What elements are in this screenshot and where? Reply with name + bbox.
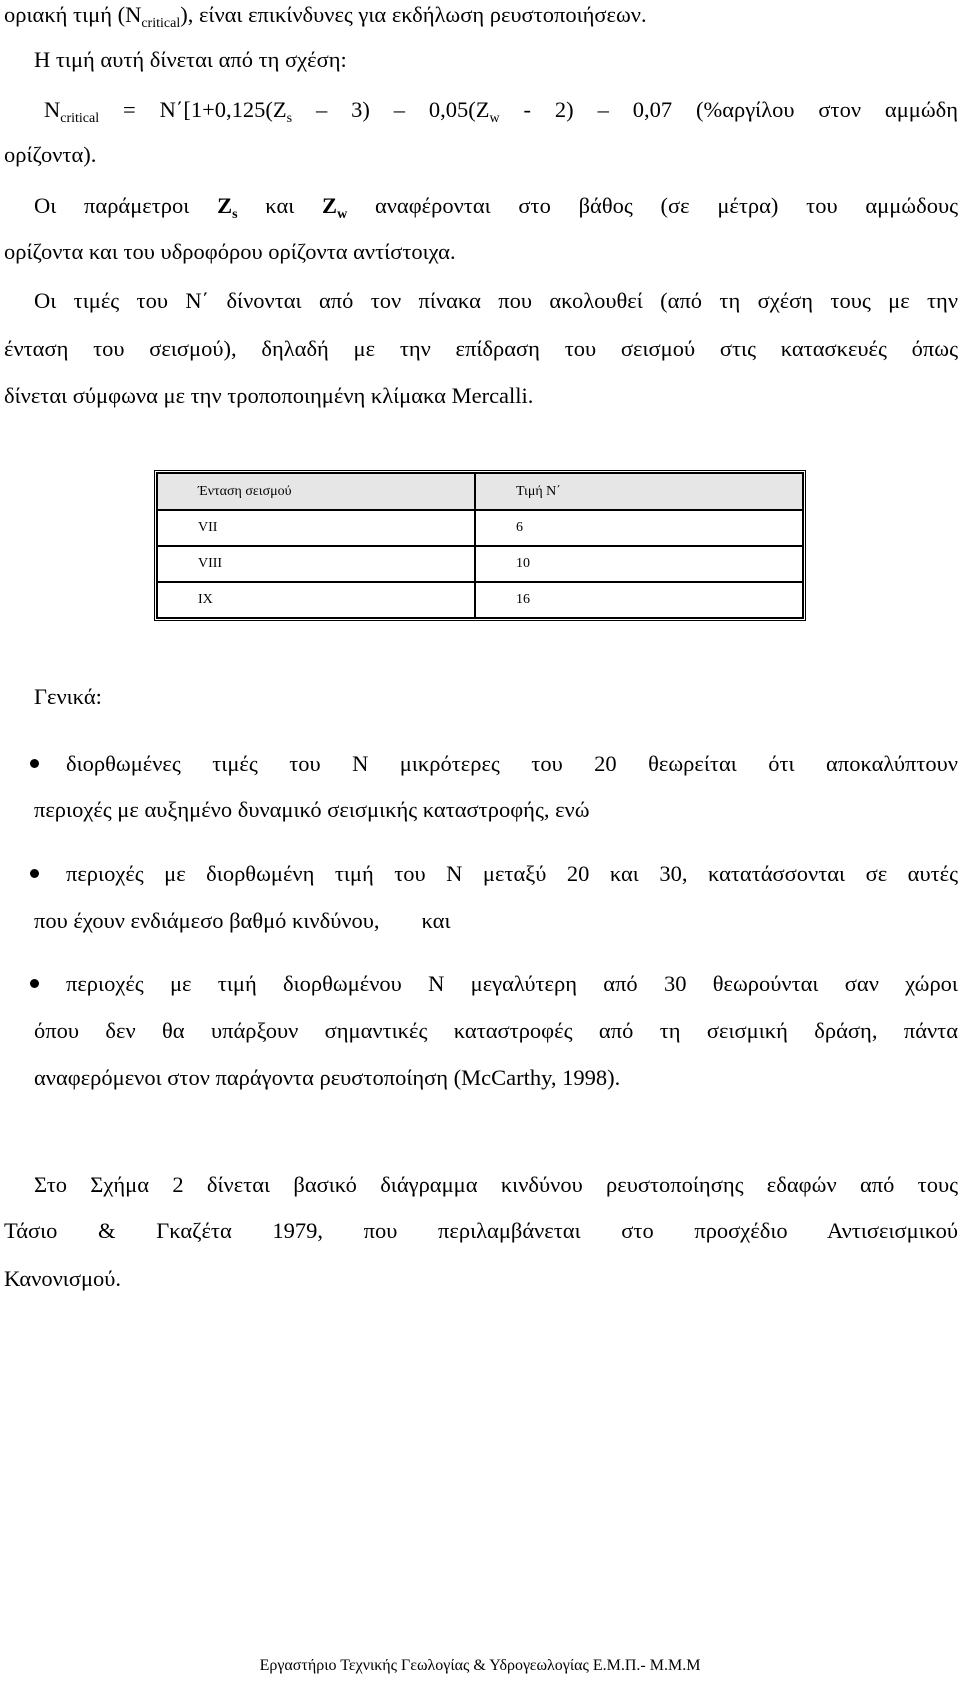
para1-line4: ορίζοντα). bbox=[4, 142, 97, 167]
table-header-intensity: Ένταση σεισμού bbox=[157, 473, 475, 510]
bullet3-line2: όπου δεν θα υπάρξουν σημαντικές καταστροφές από τη σεισμική δράση, πάντα bbox=[34, 1018, 958, 1043]
para1-line2: Η τιμή αυτή δίνεται από τη σχέση: bbox=[34, 47, 347, 72]
para3-line3: δίνεται σύμφωνα με την τροποποιημένη κλίμακα Mercalli. bbox=[4, 383, 534, 408]
table-cell-intensity: VIII bbox=[157, 546, 475, 582]
earthquake-intensity-table bbox=[154, 470, 806, 621]
formula-line: $N_{critical} = N΄[1+0,125(Z_s - 3) - 0,05(Z_w - 2) - 0,07$ (%αργίλου στον αμμώδη bbox=[44, 97, 959, 126]
page-footer: Εργαστήριο Τεχνικής Γεωλογίας & Υδρογεωλογίας Ε.Μ.Π.- Μ.Μ.Μ bbox=[259, 1657, 701, 1674]
table-cell-n-value: 6 bbox=[475, 510, 803, 546]
table-cell-n-value: 10 bbox=[475, 546, 803, 582]
table-row bbox=[157, 582, 803, 618]
bullet1-line1: διορθωμένες τιμές του N μικρότερες του 20 θεωρείται ότι αποκαλύπτουν bbox=[66, 751, 958, 776]
bullet3-line1: περιοχές με τιμή διορθωμένου N μεγαλύτερη από 30 θεωρούνται σαν χώροι bbox=[66, 971, 958, 996]
bullet-icon bbox=[30, 869, 39, 878]
para3-line1: Οι τιμές του N΄ δίνονται από τον πίνακα που ακολουθεί (από τη σχέση τους με την bbox=[34, 288, 958, 313]
table-row bbox=[157, 546, 803, 582]
table-row bbox=[157, 510, 803, 546]
para3-line2: ένταση του σεισμού), δηλαδή με την επίδραση του σεισμού στις κατασκευές όπως bbox=[4, 336, 958, 361]
bullet-icon bbox=[30, 759, 39, 768]
table-header-n-value: Τιμή N΄ bbox=[475, 473, 803, 510]
table-cell-intensity: IX bbox=[157, 582, 475, 618]
general-heading: Γενικά: bbox=[34, 684, 102, 709]
para4-line1: Στο Σχήμα 2 δίνεται βασικό διάγραμμα κινδύνου ρευστοποίησης εδαφών από τους bbox=[34, 1172, 958, 1197]
table-cell-n-value: 16 bbox=[475, 582, 803, 618]
bullet2-line1: περιοχές με διορθωμένη τιμή του N μεταξύ 20 και 30, κατατάσσονται σε αυτές bbox=[66, 861, 958, 886]
table-header-row bbox=[157, 473, 803, 510]
bullet2-line2: που έχουν ενδιάμεσο βαθμό κινδύνου, και bbox=[34, 908, 451, 933]
para2-line1: Οι παράμετροι $Z_s$ και $Z_w$ αναφέρονται στο βάθος (σε μέτρα) του αμμώδους bbox=[34, 193, 958, 222]
para2-line2: ορίζοντα και του υδροφόρου ορίζοντα αντίστοιχα. bbox=[4, 239, 456, 264]
bullet-icon bbox=[30, 979, 39, 988]
para4-line2: Τάσιο & Γκαζέτα 1979, που περιλαμβάνεται στο προσχέδιο Αντισεισμικού bbox=[4, 1218, 958, 1243]
table-cell-intensity: VII bbox=[157, 510, 475, 546]
bullet1-line2: περιοχές με αυξημένο δυναμικό σεισμικής καταστροφής, ενώ bbox=[34, 797, 590, 822]
para4-line3: Κανονισμού. bbox=[4, 1266, 122, 1291]
para1-line1: οριακή τιμή $(N_{critical})$, είναι επικίνδυνες για εκδήλωση ρευστοποιήσεων. bbox=[4, 2, 647, 31]
bullet3-line3: αναφερόμενοι στον παράγοντα ρευστοποίηση (McCarthy, 1998). bbox=[34, 1065, 621, 1090]
n-critical-subscript: critical bbox=[141, 16, 181, 31]
